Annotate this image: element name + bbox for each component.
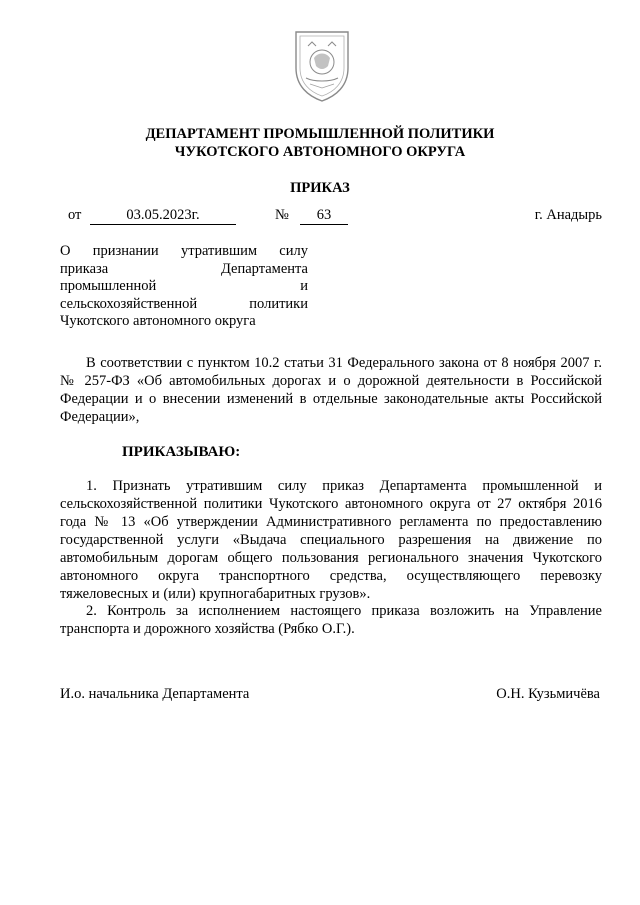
subject-line: Чукотского автономного округа: [60, 313, 256, 329]
date-from-label: от: [68, 207, 82, 223]
department-name-line2: ЧУКОТСКОГО АВТОНОМНОГО ОКРУГА: [174, 144, 466, 160]
order-item-1: 1. Признать утратившим силу приказ Департамента промышленной и сельскохозяйственной политики Чукотского автономного округа от 27 октября 2016 года № 13 «Об утверждении Административного регламента по предоставлению государственной услуги «Выдача специального разрешения на движение по автомобильным дорогам общего пользования регионального значения Чукотского автономного округа транспортного средства, осуществляющего перевозку тяжеловесных и (или) крупногабаритных грузов».: [60, 478, 602, 602]
order-date: 03.05.2023г.: [90, 207, 236, 225]
subject-line: сельскохозяйственной политики: [60, 295, 308, 312]
department-name-line1: ДЕПАРТАМЕНТ ПРОМЫШЛЕННОЙ ПОЛИТИКИ: [145, 126, 495, 142]
subject-line: О признании утратившим силу: [60, 243, 308, 259]
signatory-position: И.о. начальника Департамента: [60, 686, 250, 702]
subject-line: промышленной и: [60, 278, 308, 294]
signatory-name: О.Н. Кузьмичёва: [496, 686, 600, 702]
subject-line: приказа Департамента: [60, 260, 308, 277]
order-directive: ПРИКАЗЫВАЮ:: [122, 444, 241, 460]
order-item-2: 2. Контроль за исполнением настоящего приказа возложить на Управление транспорта и дорожного хозяйства (Рябко О.Г.).: [60, 603, 602, 637]
order-subject: [60, 243, 308, 331]
preamble-paragraph: В соответствии с пунктом 10.2 статьи 31 Федерального закона от 8 ноября 2007 г. № 257-ФЗ «Об автомобильных дорогах и о дорожной деятельности в Российской Федерации и о внесении изменений в отдельные законодательные акты Российской Федерации»,: [60, 355, 602, 425]
order-number: 63: [300, 207, 348, 225]
coat-of-arms-icon: [290, 28, 354, 104]
document-type-title: ПРИКАЗ: [290, 180, 350, 196]
city-name: г. Анадырь: [534, 207, 602, 223]
number-sign: №: [275, 207, 289, 223]
